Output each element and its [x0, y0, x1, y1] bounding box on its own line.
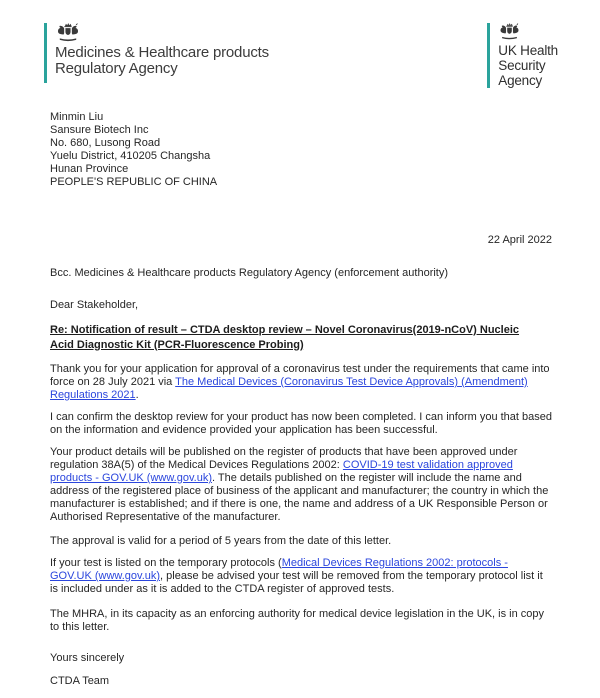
link-approved-products-register[interactable]: COVID-19 test validation approved products - GOV.UK (www.gov.uk): [50, 459, 513, 484]
paragraph-text: .: [135, 389, 139, 401]
ukhsa-logo-line2: Security: [498, 58, 546, 73]
subject-line2: Acid Diagnostic Kit (PCR-Fluorescence Probing): [50, 338, 304, 351]
paragraph-text: The approval is valid for a period of 5 years from the date of this letter.: [50, 535, 392, 547]
recipient-name: Minmin Liu: [50, 111, 104, 123]
bcc-line: Bcc. Medicines & Healthcare products Regulatory Agency (enforcement authority): [50, 267, 449, 279]
paragraph-approval-validity: [50, 535, 552, 548]
ukhsa-logo-line1: UK Health: [498, 43, 558, 58]
paragraph-text: The MHRA, in its capacity as an enforcing authority for medical device legislation in the UK, is in copy to this letter.: [50, 608, 545, 633]
royal-crest-icon: [498, 23, 521, 41]
valediction: Yours sincerely: [50, 652, 125, 664]
recipient-country: PEOPLE'S REPUBLIC OF CHINA: [50, 176, 218, 188]
recipient-province: Hunan Province: [50, 163, 129, 175]
paragraph-text: Your product details will be published on the register of products that have been approved under regulation 38A(5) of the Medical Devices Regulations 2002:: [50, 446, 518, 471]
signoff-ctda-team: CTDA Team: [50, 675, 110, 687]
recipient-street: No. 680, Lusong Road: [50, 137, 161, 149]
royal-crest-icon: [55, 23, 81, 43]
mhra-accent-bar: [44, 23, 47, 83]
ukhsa-accent-bar: [487, 23, 490, 88]
link-temporary-protocols[interactable]: Medical Devices Regulations 2002: protocols - GOV.UK (www.gov.uk): [50, 557, 508, 582]
paragraph-text: . The details published on the register will include the name and address of the registered place of business of the applicant and manufacturer; the country in which the manufacturer is established; and if there is one, the name and address of a UK Responsible Person or Authorised Representative of the manufacturer.: [50, 472, 549, 523]
paragraph-text: , please be advised your test will be removed from the temporary protocol list it is included under as it is added to the CTDA register of approved tests.: [50, 570, 543, 595]
paragraph-mhra-copy: [50, 608, 552, 634]
paragraph-thank-you: [50, 363, 552, 402]
letter-date: 22 April 2022: [487, 234, 552, 246]
mhra-logo: [44, 23, 269, 83]
paragraph-temporary-protocols: [50, 557, 552, 596]
subject-heading: [50, 323, 552, 352]
recipient-district: Yuelu District, 410205 Changsha: [50, 150, 211, 162]
link-ctda-amendment-regulations[interactable]: The Medical Devices (Coronavirus Test Device Approvals) (Amendment) Regulations 2021: [50, 376, 528, 401]
mhra-logo-line2: Regulatory Agency: [55, 60, 178, 77]
salutation: Dear Stakeholder,: [50, 299, 139, 311]
ukhsa-logo: [487, 23, 558, 88]
recipient-company: Sansure Biotech Inc: [50, 124, 149, 136]
paragraph-register-publication: [50, 446, 552, 524]
mhra-logo-line1: Medicines & Healthcare products: [55, 44, 269, 61]
paragraph-text: Thank you for your application for approval of a coronavirus test under the requirements that came into force on 28 July 2021 via: [50, 363, 550, 388]
paragraph-review-complete: [50, 411, 552, 437]
subject-line1: Re: Notification of result – CTDA desktop review – Novel Coronavirus(2019-nCoV) Nucleic: [50, 324, 520, 336]
letter-header: [50, 23, 558, 88]
ukhsa-logo-line3: Agency: [498, 73, 543, 88]
paragraph-text: I can confirm the desktop review for your product has now been completed. I can inform you that based on the information and evidence provided your application has been successful.: [50, 411, 552, 436]
recipient-address: [50, 111, 552, 189]
paragraph-text: If your test is listed on the temporary protocols (: [50, 557, 282, 569]
